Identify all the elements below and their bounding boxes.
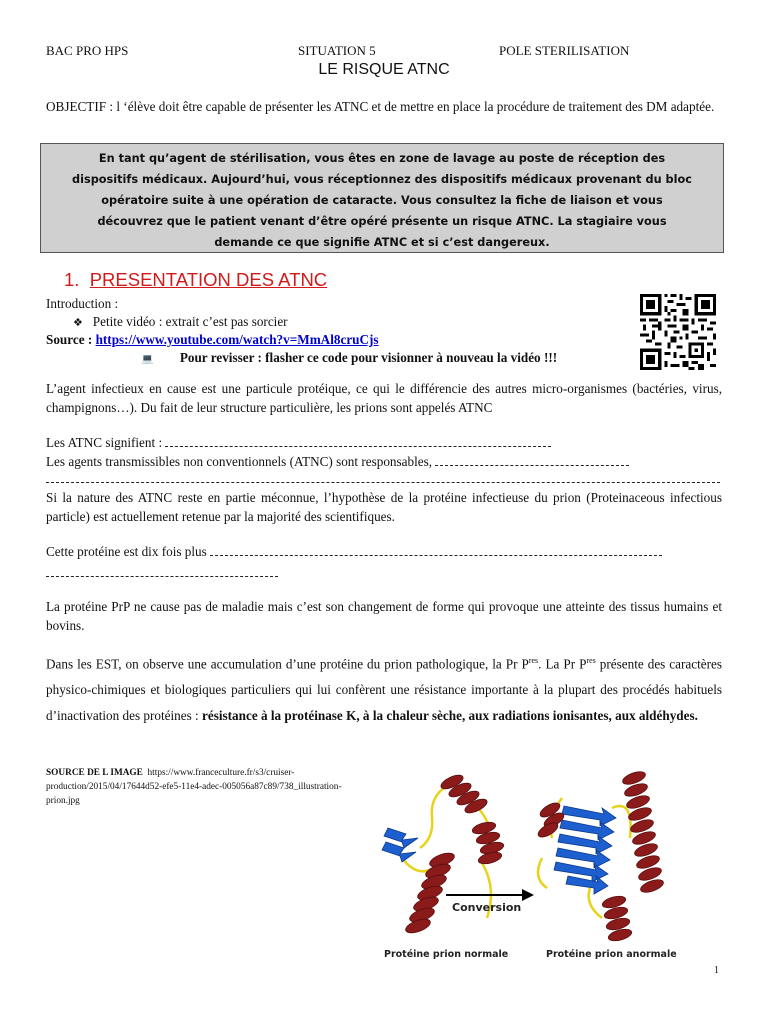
- paragraph-est: [46, 648, 722, 729]
- abnormal-prion-icon: [536, 769, 665, 943]
- intro-label: Introduction :: [46, 296, 119, 311]
- header-right: POLE STERILISATION: [499, 43, 630, 58]
- arrow-label: Conversion: [452, 901, 522, 914]
- situation-line: dispositifs médicaux. Aujourd’hui, vous réceptionnez des dispositifs médicaux provenant du bloc: [72, 173, 692, 186]
- answer-blank-row: [46, 469, 720, 488]
- prion-conversion-figure: [372, 768, 708, 966]
- fill-protein: [46, 542, 722, 561]
- section-number: 1.: [64, 269, 80, 290]
- paragraph-prp: La protéine PrP ne cause pas de maladie mais c’est son changement de forme qui provoque une atteinte des tissus humains et bovins.: [46, 599, 722, 633]
- est-bold-text: résistance à la protéinase K, à la chaleur sèche, aux radiations ionisantes, aux aldéhydes.: [202, 708, 698, 724]
- answer-blank[interactable]: [165, 435, 551, 447]
- superscript-res: res: [528, 656, 539, 665]
- section-title: PRESENTATION DES ATNC: [89, 269, 328, 290]
- answer-blank[interactable]: [210, 544, 662, 556]
- section-heading: [64, 269, 327, 291]
- est-text: . La Pr P: [538, 656, 587, 672]
- answer-blank[interactable]: [435, 454, 629, 466]
- caption-normal: Protéine prion normale: [384, 949, 509, 960]
- page-number: 1: [714, 965, 719, 976]
- fill-label: Cette protéine est dix fois plus: [46, 544, 207, 559]
- situation-box: [40, 143, 724, 253]
- image-source: [46, 766, 364, 808]
- answer-blank[interactable]: [46, 471, 720, 483]
- image-source-label: SOURCE DE L IMAGE: [46, 768, 143, 778]
- revise-line: [141, 348, 557, 369]
- fill-atnc-meaning: [46, 433, 722, 452]
- diamond-bullet-icon: ❖: [73, 316, 83, 329]
- answer-blank[interactable]: [46, 565, 278, 577]
- header-left: BAC PRO HPS: [46, 43, 129, 58]
- header-center: SITUATION 5: [298, 43, 376, 58]
- est-text: présente des caractères physico-chimiques et biologiques particuliers qui lui confèrent une résistance importante à la plupart des procédés habituels d’inactivation des protéines :: [46, 656, 723, 724]
- paragraph-nature: Si la nature des ATNC reste en partie méconnue, l’hypothèse de la protéine infectieuse du prion (Proteinaceous infectious particle) est actuellement retenue par la majorité des scientifiques.: [46, 490, 722, 524]
- revise-text: Pour revisser : flasher ce code pour visionner à nouveau la vidéo !!!: [179, 350, 558, 365]
- youtube-link[interactable]: https://www.youtube.com/watch?v=MmAl8cruCjs: [95, 332, 379, 347]
- answer-blank-row: [46, 563, 278, 582]
- fill-label: Les ATNC signifient :: [46, 435, 163, 450]
- image-source-url: https://www.franceculture.fr/s3/cruiser-production/2015/04/17644d52-efe5-11e4-adec-005056a87c89/738_illustration-prion.jpg: [46, 768, 342, 806]
- objective-text: OBJECTIF : l ‘élève doit être capable de présenter les ATNC et de mettre en place la procédure de traitement des DM adaptée.: [46, 99, 715, 114]
- source-line: [46, 330, 379, 349]
- bullet-item: [73, 312, 288, 332]
- qr-code-icon[interactable]: [637, 294, 719, 370]
- paragraph-agent: L’agent infectieux en cause est une particule protéique, ce qui le différencie des autres micro-organismes (bactéries, virus, champignons…). Du fait de leur structure particulière, les prions sont appelés ATNC: [46, 381, 722, 415]
- caption-abnormal: Protéine prion anormale: [546, 949, 677, 960]
- page-title: LE RISQUE ATNC: [318, 61, 450, 78]
- situation-line: découvrez que le patient venant d’être opéré présente un risque ATNC. La stagiaire vous: [97, 215, 667, 228]
- source-label: Source :: [46, 332, 93, 347]
- situation-line: opératoire suite à une opération de cataracte. Vous consultez la fiche de liaison et vous: [101, 194, 663, 207]
- bullet-text: Petite vidéo : extrait c’est pas sorcier: [92, 314, 288, 329]
- computer-icon: 💻: [141, 354, 154, 365]
- superscript-res: res: [586, 656, 596, 665]
- est-text: Dans les EST, on observe une accumulation d’une protéine du prion pathologique, la Pr P: [46, 656, 529, 672]
- situation-line: demande ce que signifie ATNC et si c’est dangereux.: [214, 236, 550, 249]
- fill-label: Les agents transmissibles non conventionnels (ATNC) sont responsables,: [46, 454, 433, 469]
- situation-line: En tant qu’agent de stérilisation, vous êtes en zone de lavage au poste de réception des: [98, 152, 666, 165]
